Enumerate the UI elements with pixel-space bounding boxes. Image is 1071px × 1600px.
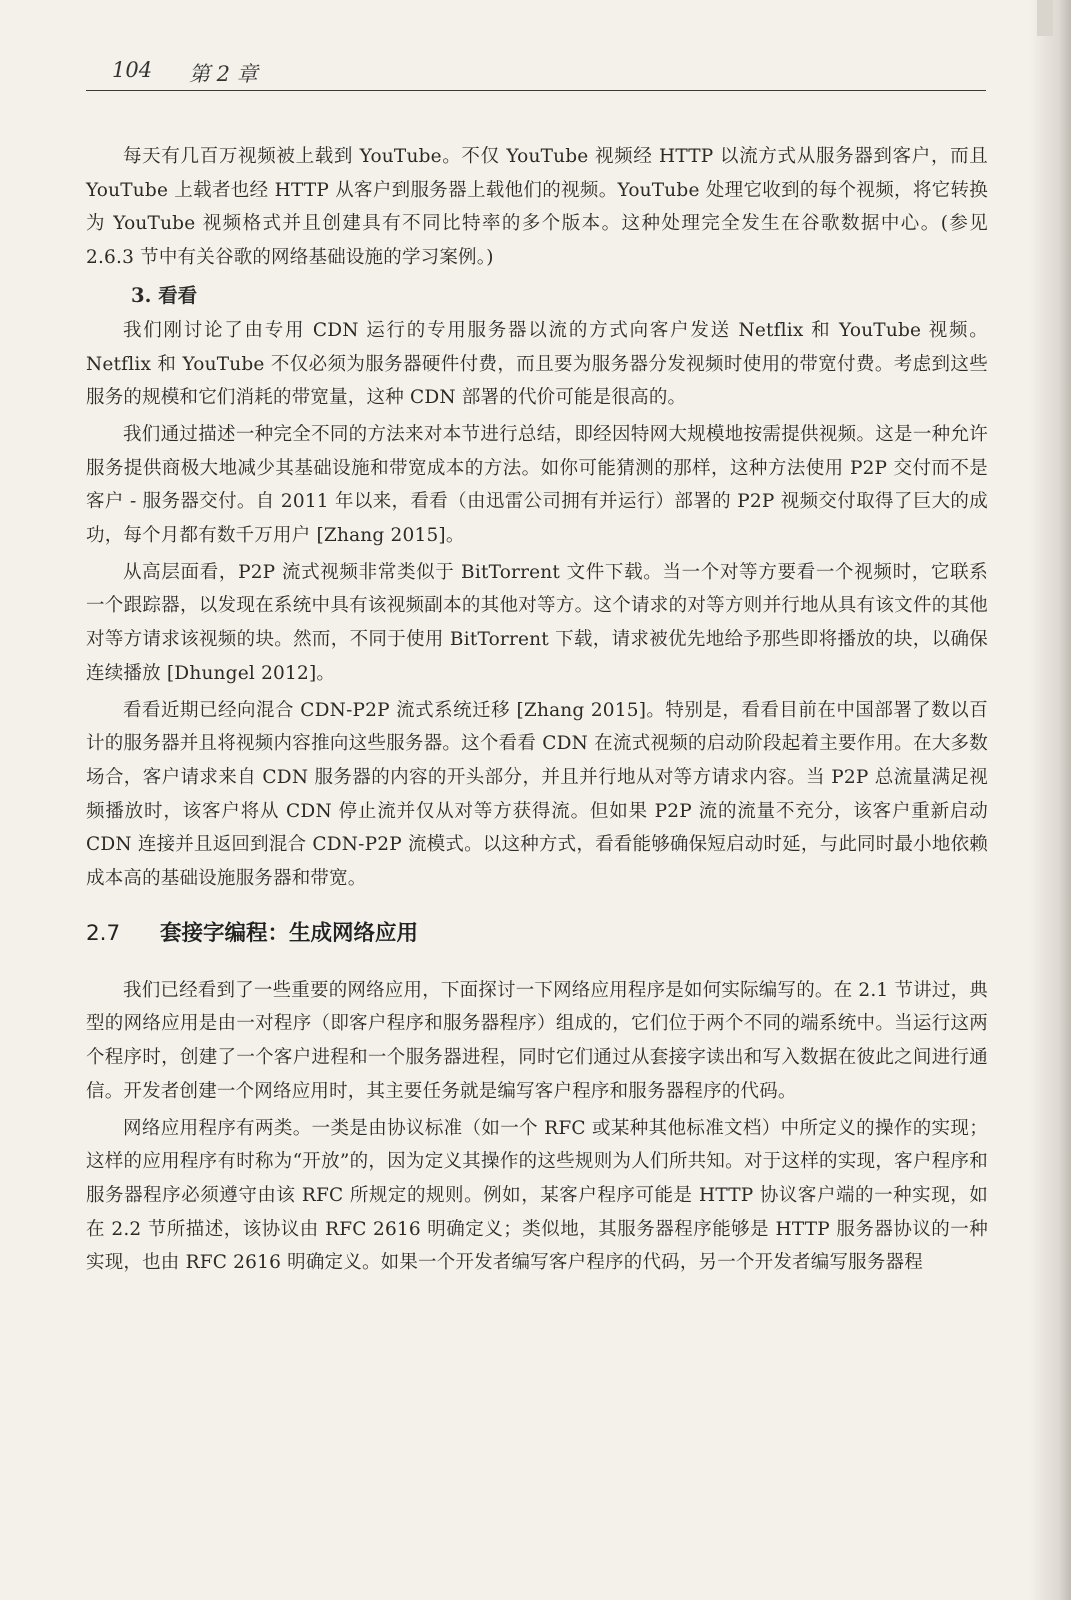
page-number: 104 [112,58,153,82]
paragraph: 网络应用程序有两类。一类是由协议标准（如一个 RFC 或某种其他标准文档）中所定义的操作的实现；这样的应用程序有时称为“开放”的，因为定义其操作的这些规则为人们所共知。对于这样的实现，客户程序和服务器程序必须遵守由该 RFC 所规定的规则。例如，某客户程序可能是 HTTP 协议客户端的一种实现，如在 2.2 节所描述，该协议由 RFC 2616 明确定义；类似地，其服务器程序能够是 HTTP 服务器协议的一种实现，也由 RFC 2616 明确定义。如果一个开发者编写客户程序的代码，另一个开发者编写服务器程 [86,1117,988,1274]
page-body [86,140,988,1283]
page-corner-mark [1037,0,1053,36]
page-edge-shadow [1031,0,1071,1600]
chapter-label: 第 2 章 [189,62,258,86]
subsection-title: 3. 看看 [131,283,198,307]
paragraph: 看看近期已经向混合 CDN-P2P 流式系统迁移 [Zhang 2015]。特别是，看看目前在中国部署了数以百计的服务器并且将视频内容推向这些服务器。这个看看 CDN 在流式视频的启动阶段起着主要作用。在大多数场合，客户请求来自 CDN 服务器的内容的开头部分，并且并行地从对等方请求内容。当 P2P 总流量满足视频播放时，该客户将从 CDN 停止流并仅从对等方获得流。但如果 P2P 流的流量不充分，该客户重新启动 CDN 连接并且返回到混合 CDN-P2P 流模式。以这种方式，看看能够确保短启动时延，与此同时最小地依赖成本高的基础设施服务器和带宽。 [86,699,988,890]
running-header [86,56,986,91]
paragraph: 从高层面看，P2P 流式视频非常类似于 BitTorrent 文件下载。当一个对等方要看一个视频时，它联系一个跟踪器，以发现在系统中具有该视频副本的其他对等方。这个请求的对等方则并行地从具有该文件的其他对等方请求该视频的块。然而，不同于使用 BitTorrent 下载，请求被优先地给予那些即将播放的块，以确保连续播放 [Dhungel 2012]。 [86,561,988,684]
paragraph: 每天有几百万视频被上载到 YouTube。不仅 YouTube 视频经 HTTP 以流方式从服务器到客户，而且 YouTube 上载者也经 HTTP 从客户到服务器上载他们的视频。YouTube 处理它收到的每个视频，将它转换为 YouTube 视频格式并且创建具有不同比特率的多个版本。这种处理完全发生在谷歌数据中心。(参见 2.6.3 节中有关谷歌的网络基础设施的学习案例。) [86,146,988,269]
paragraph: 我们通过描述一种完全不同的方法来对本节进行总结，即经因特网大规模地按需提供视频。这是一种允许服务提供商极大地减少其基础设施和带宽成本的方法。如你可能猜测的那样，这种方法使用 P2P 交付而不是客户 - 服务器交付。自 2011 年以来，看看（由迅雷公司拥有并运行）部署的 P2P 视频交付取得了巨大的成功，每个月都有数千万用户 [Zhang 2015]。 [86,423,988,547]
section-number: 2.7 [86,920,121,946]
section-title: 套接字编程：生成网络应用 [160,920,419,946]
paragraph: 我们刚讨论了由专用 CDN 运行的专用服务器以流的方式向客户发送 Netflix 和 YouTube 视频。Netflix 和 YouTube 不仅必须为服务器硬件付费，而且要为服务器分发视频时使用的带宽付费。考虑到这些服务的规模和它们消耗的带宽量，这种 CDN 部署的代价可能是很高的。 [86,319,988,409]
paragraph: 我们已经看到了一些重要的网络应用，下面探讨一下网络应用程序是如何实际编写的。在 2.1 节讲过，典型的网络应用是由一对程序（即客户程序和服务器程序）组成的，它们位于两个不同的端系统中。当运行这两个程序时，创建了一个客户进程和一个服务器进程，同时它们通过从套接字读出和写入数据在彼此之间进行通信。开发者创建一个网络应用时，其主要任务就是编写客户程序和服务器程序的代码。 [86,979,988,1102]
section-heading [86,914,988,954]
